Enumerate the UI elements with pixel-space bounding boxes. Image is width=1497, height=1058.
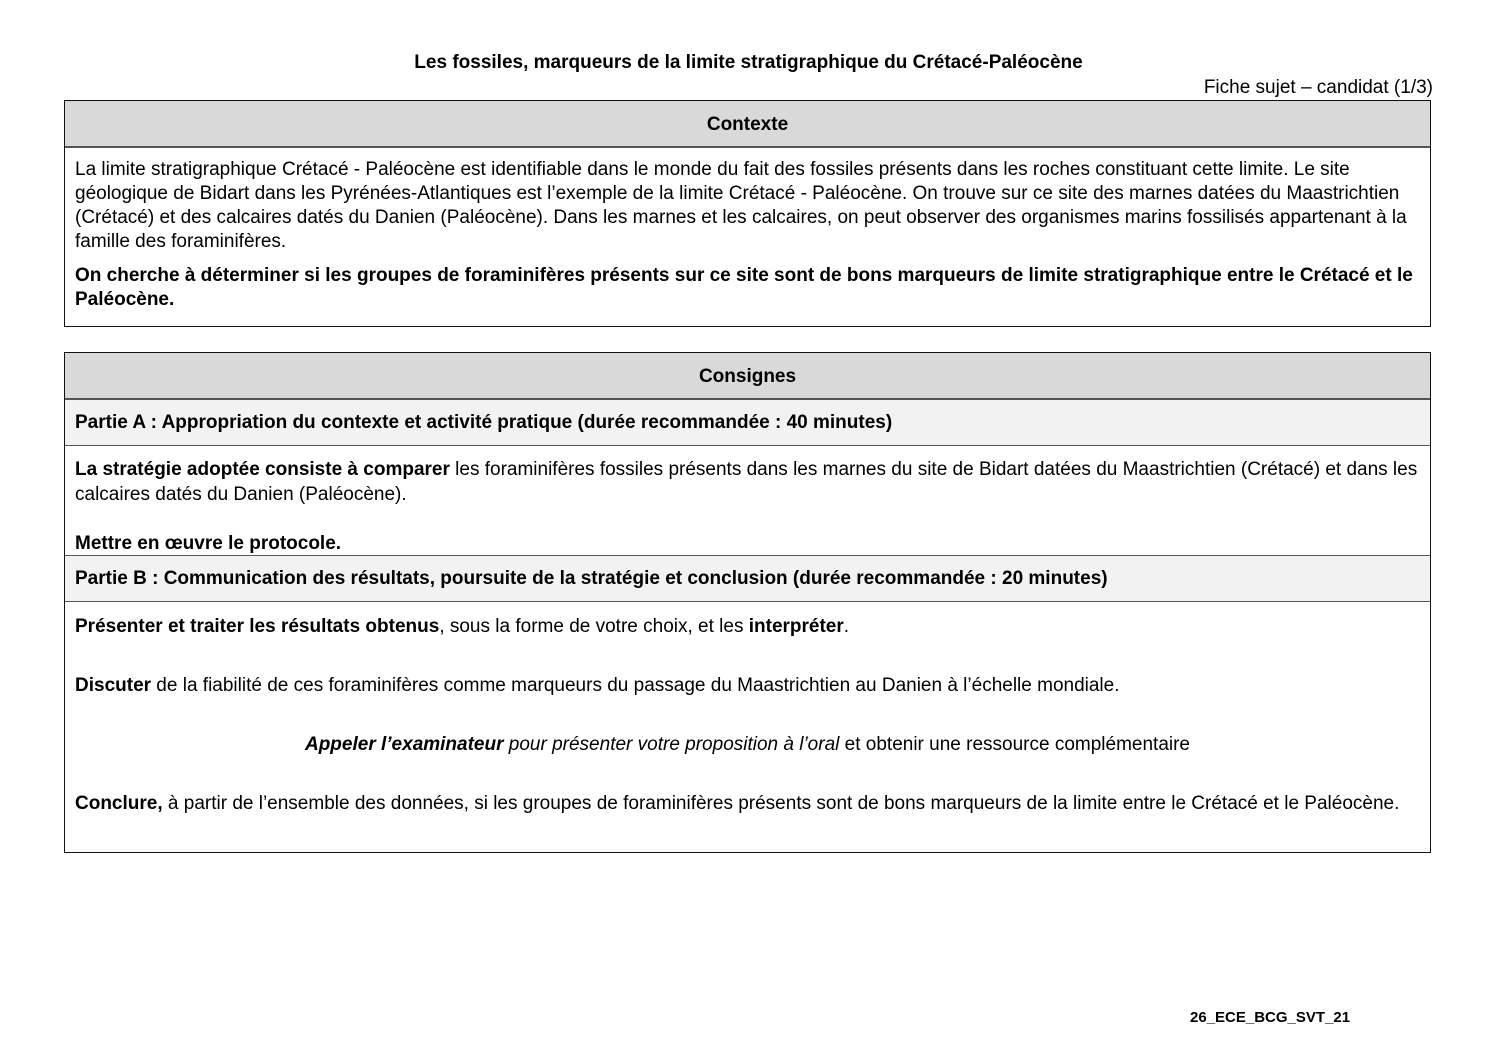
context-section: [64, 100, 1431, 327]
consignes-header: Consignes: [65, 353, 1430, 400]
present-end: .: [843, 616, 850, 637]
partie-a-header: Partie A : Appropriation du contexte et activité pratique (durée recommandée : 40 minutes): [65, 400, 1430, 446]
call-examiner-italic: pour présenter votre proposition à l’oral: [503, 734, 840, 755]
partie-b-body: [65, 602, 1430, 816]
footer-code: 26_ECE_BCG_SVT_21: [1190, 1009, 1351, 1026]
context-question: On cherche à déterminer si les groupes de foraminifères présents sur ce site sont de bons marqueurs de limite stratigraphique entre le Crétacé et le Paléocène.: [75, 265, 1413, 310]
present-instruction: [75, 614, 1420, 639]
consignes-section: [64, 352, 1431, 853]
present-bold: Présenter et traiter les résultats obtenus: [75, 616, 440, 637]
protocol-instruction: Mettre en œuvre le protocole.: [75, 533, 342, 554]
context-paragraph: La limite stratigraphique Crétacé - Paléocène est identifiable dans le monde du fait des fossiles présents dans les roches constituant cette limite. Le site géologique de Bidart dans les Pyrénées-Atlantiques est l’exemple de la limite Crétacé - Paléocène. On trouve sur ce site des marnes datées du Maastrichtien (Crétacé) et des calcaires datés du Danien (Paléocène). Dans les marnes et les calcaires, on peut observer des organismes marins fossilisés appartenant à la famille des foraminifères.: [75, 159, 1407, 252]
document-title: Les fossiles, marqueurs de la limite stratigraphique du Crétacé-Paléocène: [414, 52, 1083, 73]
context-header: Contexte: [65, 101, 1430, 148]
discuss-bold: Discuter: [75, 675, 152, 696]
document-subtitle: Fiche sujet – candidat (1/3): [1203, 77, 1433, 98]
call-examiner-instruction: [75, 732, 1420, 757]
strategy-paragraph: [75, 457, 1420, 507]
present-text: , sous la forme de votre choix, et les: [439, 616, 749, 637]
call-examiner-text: et obtenir une ressource complémentaire: [839, 734, 1191, 755]
strategy-text: les foraminifères fossiles présents dans les marnes du site de Bidart datées du Maastrichtien (Crétacé) et dans les calcaires datés du Danien (Paléocène).: [75, 459, 1418, 505]
interpret-bold: interpréter: [748, 616, 844, 637]
call-examiner-bold: Appeler l’examinateur: [304, 734, 504, 755]
discuss-text: de la fiabilité de ces foraminifères comme marqueurs du passage du Maastrichtien au Danien à l’échelle mondiale.: [151, 675, 1120, 696]
conclude-text: à partir de l’ensemble des données, si les groupes de foraminifères présents sont de bons marqueurs de la limite entre le Crétacé et le Paléocène.: [162, 793, 1400, 814]
conclude-bold: Conclure,: [75, 793, 163, 814]
discuss-instruction: [75, 673, 1420, 698]
partie-b-header: Partie B : Communication des résultats, poursuite de la stratégie et conclusion (durée recommandée : 20 minutes): [65, 556, 1430, 602]
partie-a-body: [65, 446, 1430, 556]
strategy-bold: La stratégie adoptée consiste à comparer: [75, 459, 450, 480]
context-body: [65, 148, 1430, 312]
conclude-instruction: [75, 791, 1420, 816]
